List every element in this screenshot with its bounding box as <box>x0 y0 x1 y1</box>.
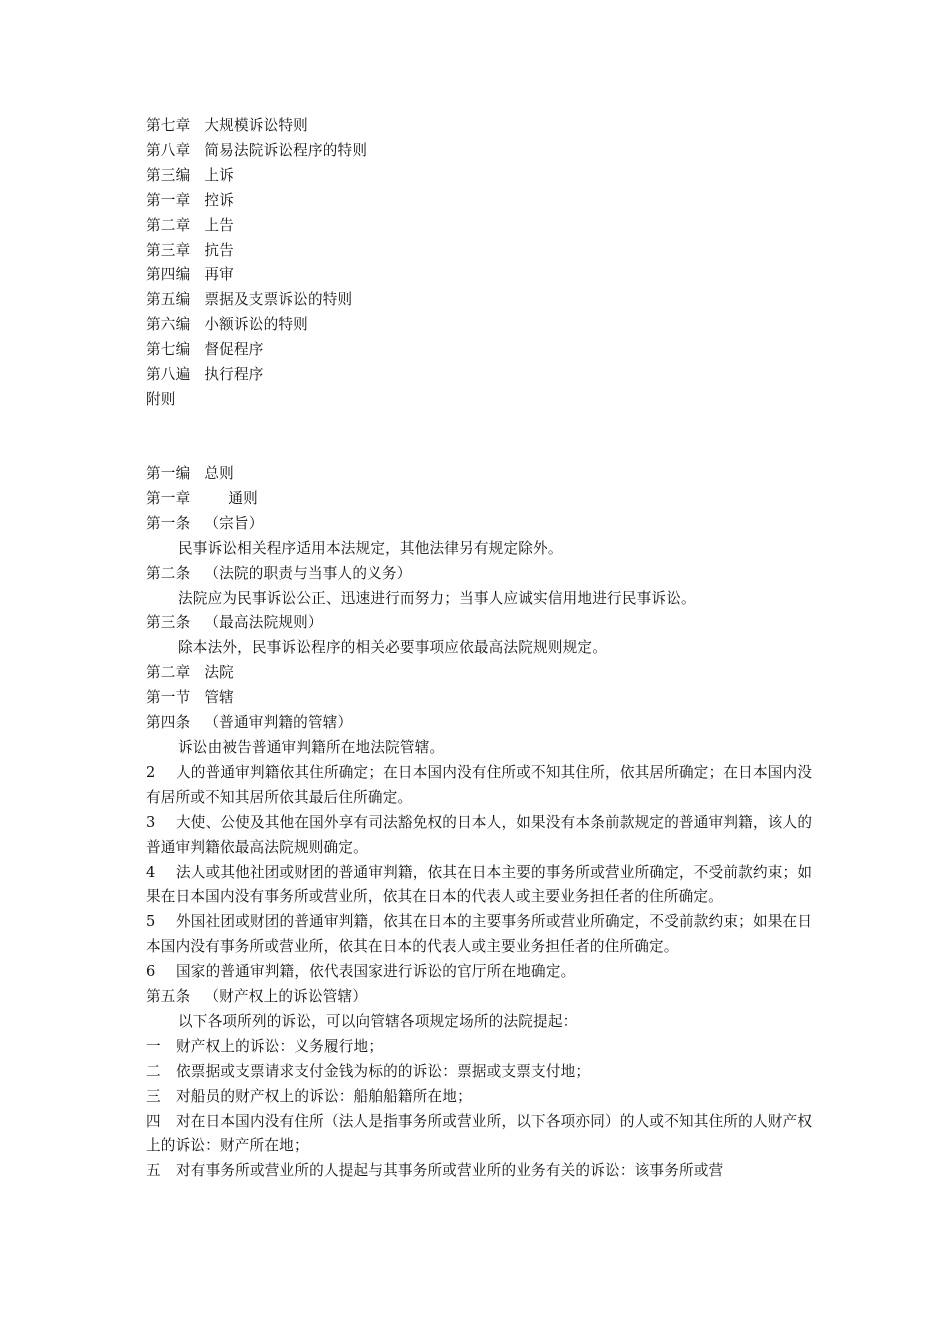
toc-title: 抗告 <box>204 241 234 259</box>
toc-entry <box>146 164 826 189</box>
list-item: 二 依票据或支票请求支付金钱为标的的诉讼：票据或支票支付地； <box>146 1062 591 1080</box>
toc-entry <box>146 139 826 164</box>
toc-title: 小额诉讼的特则 <box>204 316 308 334</box>
toc-title: 上诉 <box>204 166 234 184</box>
list-item: 一 财产权上的诉讼：义务履行地； <box>146 1037 384 1055</box>
toc-head: 第三章 <box>146 241 191 259</box>
article-text: 除本法外，民事诉讼程序的相关必要事项应依最高法院规则规定。 <box>178 639 608 657</box>
toc-entry <box>146 263 826 288</box>
paragraph-item: 6 国家的普通审判籍，依代表国家进行诉讼的官厅所在地确定。 <box>146 963 576 981</box>
toc-head: 第五编 <box>146 291 191 309</box>
toc-title: 大规模诉讼特则 <box>204 117 308 134</box>
toc-entry <box>146 214 826 239</box>
toc-title: 执行程序 <box>204 366 264 384</box>
toc-title: 上告 <box>204 216 234 234</box>
toc-head: 第四编 <box>146 266 191 284</box>
article-heading: 第三条 （最高法院规则） <box>146 614 323 632</box>
toc-head: 第三编 <box>146 166 191 184</box>
toc-entry <box>146 114 826 139</box>
table-of-contents <box>146 114 826 413</box>
toc-title: 票据及支票诉讼的特则 <box>204 291 353 309</box>
toc-entry <box>146 363 826 388</box>
paragraph-item: 3 大使、公使及其他在国外享有司法豁免权的日本人，如果没有本条前款规定的普通审判籍，该人的普通审判籍依最高法院规则确定。 <box>146 813 813 856</box>
paragraph-item: 5 外国社团或财团的普通审判籍，依其在日本的主要事务所或营业所确定，不受前款约束；如果在日本国内没有事务所或营业所，依其在日本的代表人或主要业务担任者的住所确定。 <box>146 913 813 956</box>
toc-head: 第二章 <box>146 216 191 234</box>
article-text: 民事诉讼相关程序适用本法规定，其他法律另有规定除外。 <box>178 539 563 557</box>
toc-head: 第八章 <box>146 141 191 159</box>
part-heading: 第一编 总则 <box>146 465 234 482</box>
toc-title: 简易法院诉讼程序的特则 <box>204 141 368 159</box>
article-text: 以下各项所列的诉讼，可以向管辖各项规定场所的法院提起： <box>178 1012 578 1030</box>
chapter-heading: 第二章 法院 <box>146 664 234 682</box>
article-heading: 第五条 （财产权上的诉讼管辖） <box>146 988 368 1006</box>
list-item: 五 对有事务所或营业所的人提起与其事务所或营业所的业务有关的诉讼：该事务所或营 <box>146 1162 724 1180</box>
article-heading: 第一条 （宗旨） <box>146 514 264 532</box>
toc-entry <box>146 313 826 338</box>
toc-head: 附则 <box>146 390 176 408</box>
toc-entry <box>146 239 826 264</box>
toc-head: 第八遍 <box>146 366 191 384</box>
article-heading: 第四条 （普通审判籍的管辖） <box>146 714 353 732</box>
paragraph-item: 2 人的普通审判籍依其住所确定；在日本国内没有住所或不知其住所，依其居所确定；在日本国内没有居所或不知其居所依其最后住所确定。 <box>146 763 813 806</box>
chapter-heading: 第一章 通则 <box>146 489 258 507</box>
toc-head: 第一章 <box>146 191 191 209</box>
toc-head: 第七编 <box>146 341 191 359</box>
toc-entry <box>146 189 826 214</box>
list-item: 四 对在日本国内没有住所（法人是指事务所或营业所，以下各项亦同）的人或不知其住所的人财产权上的诉讼：财产所在地； <box>146 1112 813 1155</box>
article-text: 诉讼由被告普通审判籍所在地法院管辖。 <box>178 738 445 756</box>
article-text: 法院应为民事诉讼公正、迅速进行而努力；当事人应诚实信用地进行民事诉讼。 <box>178 589 696 607</box>
article-heading: 第二条 （法院的职责与当事人的义务） <box>146 564 412 582</box>
statute-body <box>146 462 826 1184</box>
toc-head: 第六编 <box>146 316 191 334</box>
toc-title: 督促程序 <box>204 341 264 359</box>
toc-entry <box>146 288 826 313</box>
toc-entry <box>146 338 826 363</box>
paragraph-item: 4 法人或其他社团或财团的普通审判籍，依其在日本主要的事务所或营业所确定，不受前款约束；如果在日本国内没有事务所或营业所，依其在日本的代表人或主要业务担任者的住所确定。 <box>146 863 813 906</box>
toc-head: 第七章 <box>146 117 191 134</box>
toc-title: 控诉 <box>204 191 234 209</box>
toc-title: 再审 <box>204 266 234 284</box>
section-heading: 第一节 管辖 <box>146 689 234 707</box>
toc-entry <box>146 388 826 413</box>
list-item: 三 对船员的财产权上的诉讼：船舶船籍所在地； <box>146 1087 472 1105</box>
